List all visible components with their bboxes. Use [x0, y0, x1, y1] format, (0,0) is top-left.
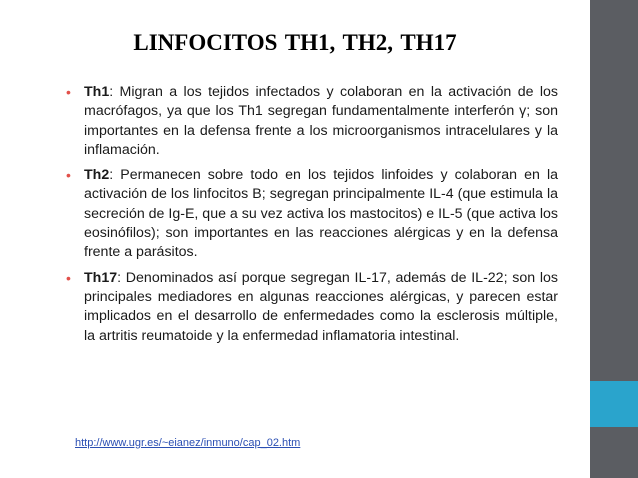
source-link[interactable]: http://www.ugr.es/~eianez/inmuno/cap_02.htm — [75, 437, 301, 449]
bullet-label: Th2 — [84, 167, 110, 184]
bullet-item-th1 — [64, 83, 558, 160]
bullet-item-th17 — [64, 269, 558, 346]
slide-title: LINFOCITOS TH1, TH2, TH17 — [133, 30, 457, 55]
bullet-text: : Denominados así porque segregan IL-17, además de IL-22; son los principales mediadores en algunas reacciones alérgicas, y parecen estar implicados en el desarrollo de enfermedades como la esclerosis múltiple, la artritis reumatoide y la enfermedad inflamatoria intestinal. — [84, 269, 558, 344]
sidebar-accent-block — [590, 381, 638, 427]
bullet-label: Th1 — [84, 84, 110, 100]
bullet-label: Th17 — [84, 269, 118, 286]
bullet-text: : Permanecen sobre todo en los tejidos linfoides y colaboran en la activación de los linfocitos B; segregan principalmente IL-4 (que estimula la secreción de Ig-E, que a su vez activa los mastocitos) e IL-5 (que activa los eosinófilos); son importantes en las reacciones alérgicas y en la defensa frente a parásitos. — [84, 167, 558, 261]
bullet-item-th2 — [64, 166, 558, 262]
bullet-list — [64, 83, 558, 352]
bullet-dot-icon: • — [66, 269, 71, 286]
bullet-text: : Migran a los tejidos infectados y colaboran en la activación de los macrófagos, ya que los Th1 segregan fundamentalmente interferón γ; son importantes en la defensa frente a los microorganismos intracelulares y la inflamación. — [84, 84, 558, 158]
bullet-dot-icon: • — [66, 167, 71, 184]
bullet-dot-icon: • — [66, 84, 71, 100]
